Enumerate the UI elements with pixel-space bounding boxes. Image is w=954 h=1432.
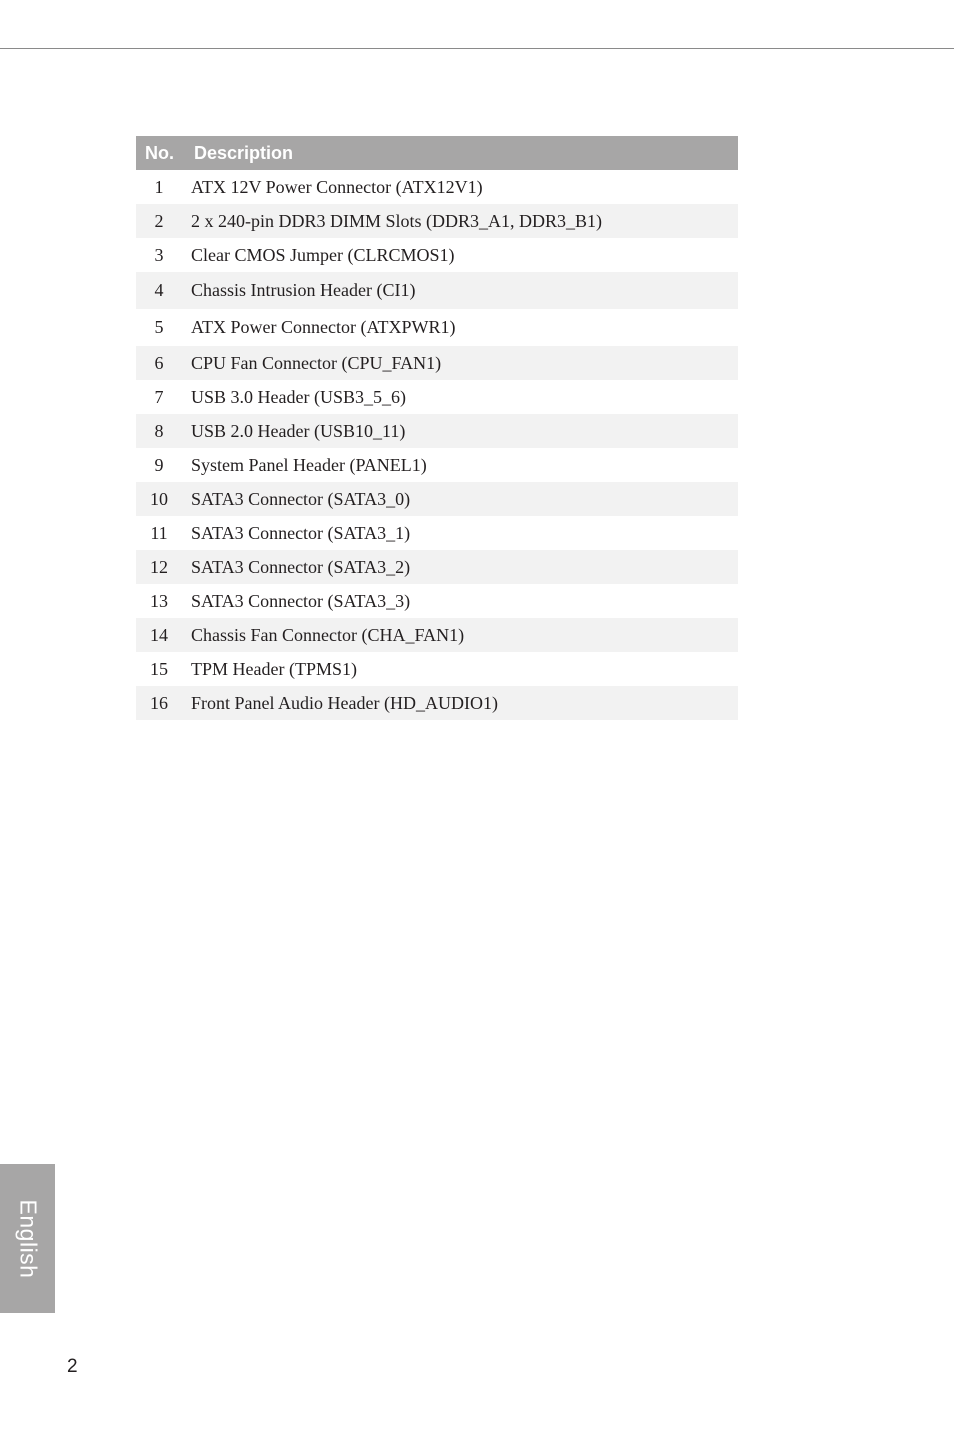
row-number: 7 <box>154 386 164 407</box>
table-row <box>136 482 738 516</box>
row-description: ATX Power Connector (ATXPWR1) <box>191 317 456 337</box>
row-description: 2 x 240-pin DDR3 DIMM Slots (DDR3_A1, DDR3_B1) <box>191 210 603 231</box>
header-description: Description <box>194 142 294 163</box>
row-description: USB 2.0 Header (USB10_11) <box>191 420 406 441</box>
row-number: 1 <box>154 176 164 197</box>
table-row <box>136 516 738 550</box>
row-description: SATA3 Connector (SATA3_0) <box>191 488 411 509</box>
table-row <box>136 170 738 204</box>
row-number: 3 <box>154 244 164 265</box>
row-description: System Panel Header (PANEL1) <box>191 454 427 475</box>
row-description: SATA3 Connector (SATA3_3) <box>191 590 411 611</box>
row-description: CPU Fan Connector (CPU_FAN1) <box>191 352 442 373</box>
row-description: TPM Header (TPMS1) <box>191 658 357 679</box>
table-row <box>136 652 738 686</box>
language-label: English <box>15 1199 41 1278</box>
row-description: SATA3 Connector (SATA3_1) <box>191 522 411 543</box>
row-number: 12 <box>150 556 168 577</box>
table-row <box>136 686 738 720</box>
table-row <box>136 204 738 238</box>
row-number: 13 <box>150 590 168 611</box>
table-row <box>136 550 738 584</box>
row-number: 15 <box>150 658 168 679</box>
row-description: Clear CMOS Jumper (CLRCMOS1) <box>191 244 455 265</box>
table-row <box>136 272 738 309</box>
table-row <box>136 238 738 272</box>
row-number: 14 <box>150 624 168 645</box>
row-number: 6 <box>154 352 164 373</box>
table-row <box>136 618 738 652</box>
row-number: 10 <box>150 488 168 509</box>
table-row <box>136 414 738 448</box>
row-number: 11 <box>150 522 168 543</box>
table-header <box>136 136 738 170</box>
table-row <box>136 380 738 414</box>
row-description: Chassis Fan Connector (CHA_FAN1) <box>191 624 465 645</box>
row-description: ATX 12V Power Connector (ATX12V1) <box>191 176 483 197</box>
table-row <box>136 309 738 346</box>
language-side-tab <box>0 1164 55 1313</box>
top-rule <box>0 48 954 49</box>
page-number: 2 <box>67 1356 78 1377</box>
row-number: 16 <box>150 692 168 713</box>
table-row <box>136 584 738 618</box>
row-description: USB 3.0 Header (USB3_5_6) <box>191 386 406 407</box>
row-description: SATA3 Connector (SATA3_2) <box>191 556 411 577</box>
table-row <box>136 346 738 380</box>
row-number: 4 <box>154 280 164 300</box>
row-number: 9 <box>154 454 164 475</box>
row-number: 5 <box>154 317 164 337</box>
header-no: No. <box>145 142 174 163</box>
table-row <box>136 448 738 482</box>
row-number: 8 <box>154 420 164 441</box>
row-number: 2 <box>154 210 164 231</box>
row-description: Chassis Intrusion Header (CI1) <box>191 280 416 300</box>
row-description: Front Panel Audio Header (HD_AUDIO1) <box>191 692 498 713</box>
component-table <box>136 136 738 720</box>
